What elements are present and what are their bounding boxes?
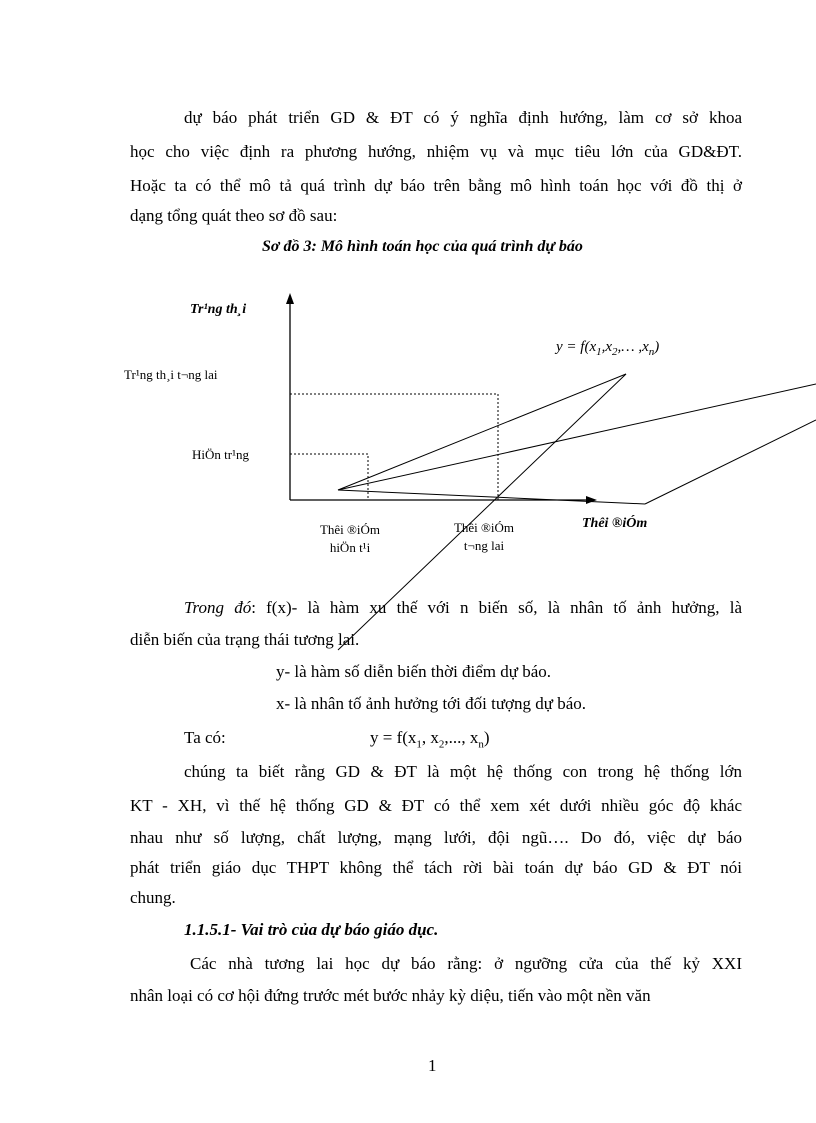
paragraph1-line-4: dạng tổng quát theo sơ đồ sau:	[130, 206, 338, 225]
x-axis-label: Thêi ®iÓm	[582, 516, 648, 531]
future-time-label: Thêi ®iÓm t¬ng lai	[453, 520, 515, 553]
paragraph3-line-1: Các nhà tương lai học dự báo rằng: ở ngưỡng cửa của thế kỷ XXI	[190, 954, 742, 973]
y-axis-arrow	[286, 293, 294, 304]
present-guide	[290, 454, 368, 500]
paragraph2-line-2: KT - XH, vì thế hệ thống GD & ĐT có thể xem xét dưới nhiều góc độ khác	[130, 796, 742, 815]
ta-co-formula: $y = f(x_1$, $x_2$,..., $x_n$)	[370, 728, 490, 751]
y-definition: y- là hàm số diễn biến thời điểm dự báo.	[276, 662, 552, 681]
paragraph1-line-2: học cho việc định ra phương hướng, nhiệm vụ và mục tiêu lớn của GD&ĐT.	[130, 142, 742, 161]
present-state-label: HiÖn tr¹ng	[192, 447, 249, 462]
page-number: 1	[428, 1056, 437, 1075]
diagram-formula: $y = f(x_1,x_2,\dots$ $,x_n$)	[556, 339, 660, 358]
ta-co-label: Ta có:	[184, 728, 226, 747]
forecast-line-3	[338, 490, 645, 504]
x-definition: x- là nhân tố ảnh hưởng tới đối tượng dự báo.	[276, 694, 587, 713]
future-guide	[290, 394, 498, 500]
diagram-title: Sơ đồ 3: Mô hình toán học của quá trình dự báo	[262, 238, 583, 255]
where-line-1: Trong đó: f(x)- là hàm xu thế với n biến số, là nhân tố ảnh hưởng, là	[184, 598, 742, 617]
future-state-label: Tr¹ng th¸i t¬ng lai	[124, 367, 218, 382]
forecast-line-1	[338, 374, 626, 490]
cross-line-2	[645, 420, 816, 504]
paragraph2-line-3: nhau như số lượng, chất lượng, mạng lưới, đội ngũ…. Do đó, việc dự báo	[130, 828, 742, 847]
paragraph1-line-3: Hoặc ta có thể mô tả quá trình dự báo trên bằng mô hình toán học với đồ thị ở	[130, 176, 742, 195]
paragraph2-line-1: chúng ta biết rằng GD & ĐT là một hệ thống con trong hệ thống lớn	[184, 762, 742, 781]
paragraph2-line-4: phát triển giáo dục THPT không thể tách rời bài toán dự báo GD & ĐT nói	[130, 858, 742, 877]
x-axis-arrow	[586, 496, 597, 504]
y-axis-label: Tr¹ng th¸i	[190, 302, 247, 317]
paragraph3-line-2: nhân loại có cơ hội đứng trước mét bước nhảy kỳ diệu, tiến vào một nền văn	[130, 986, 651, 1005]
where-label: Trong đó	[184, 598, 252, 617]
paragraph2-line-5: chung.	[130, 888, 176, 907]
forecast-line-2	[338, 384, 816, 490]
where-line-2: diễn biến của trạng thái tương lai.	[130, 630, 360, 649]
present-time-label: Thêi ®iÓm hiÖn t¹i	[319, 522, 381, 555]
paragraph1-line-1: dự báo phát triển GD & ĐT có ý nghĩa định hướng, làm cơ sở khoa	[184, 108, 742, 127]
section-heading: 1.1.5.1- Vai trò của dự báo giáo dục.	[184, 920, 439, 939]
